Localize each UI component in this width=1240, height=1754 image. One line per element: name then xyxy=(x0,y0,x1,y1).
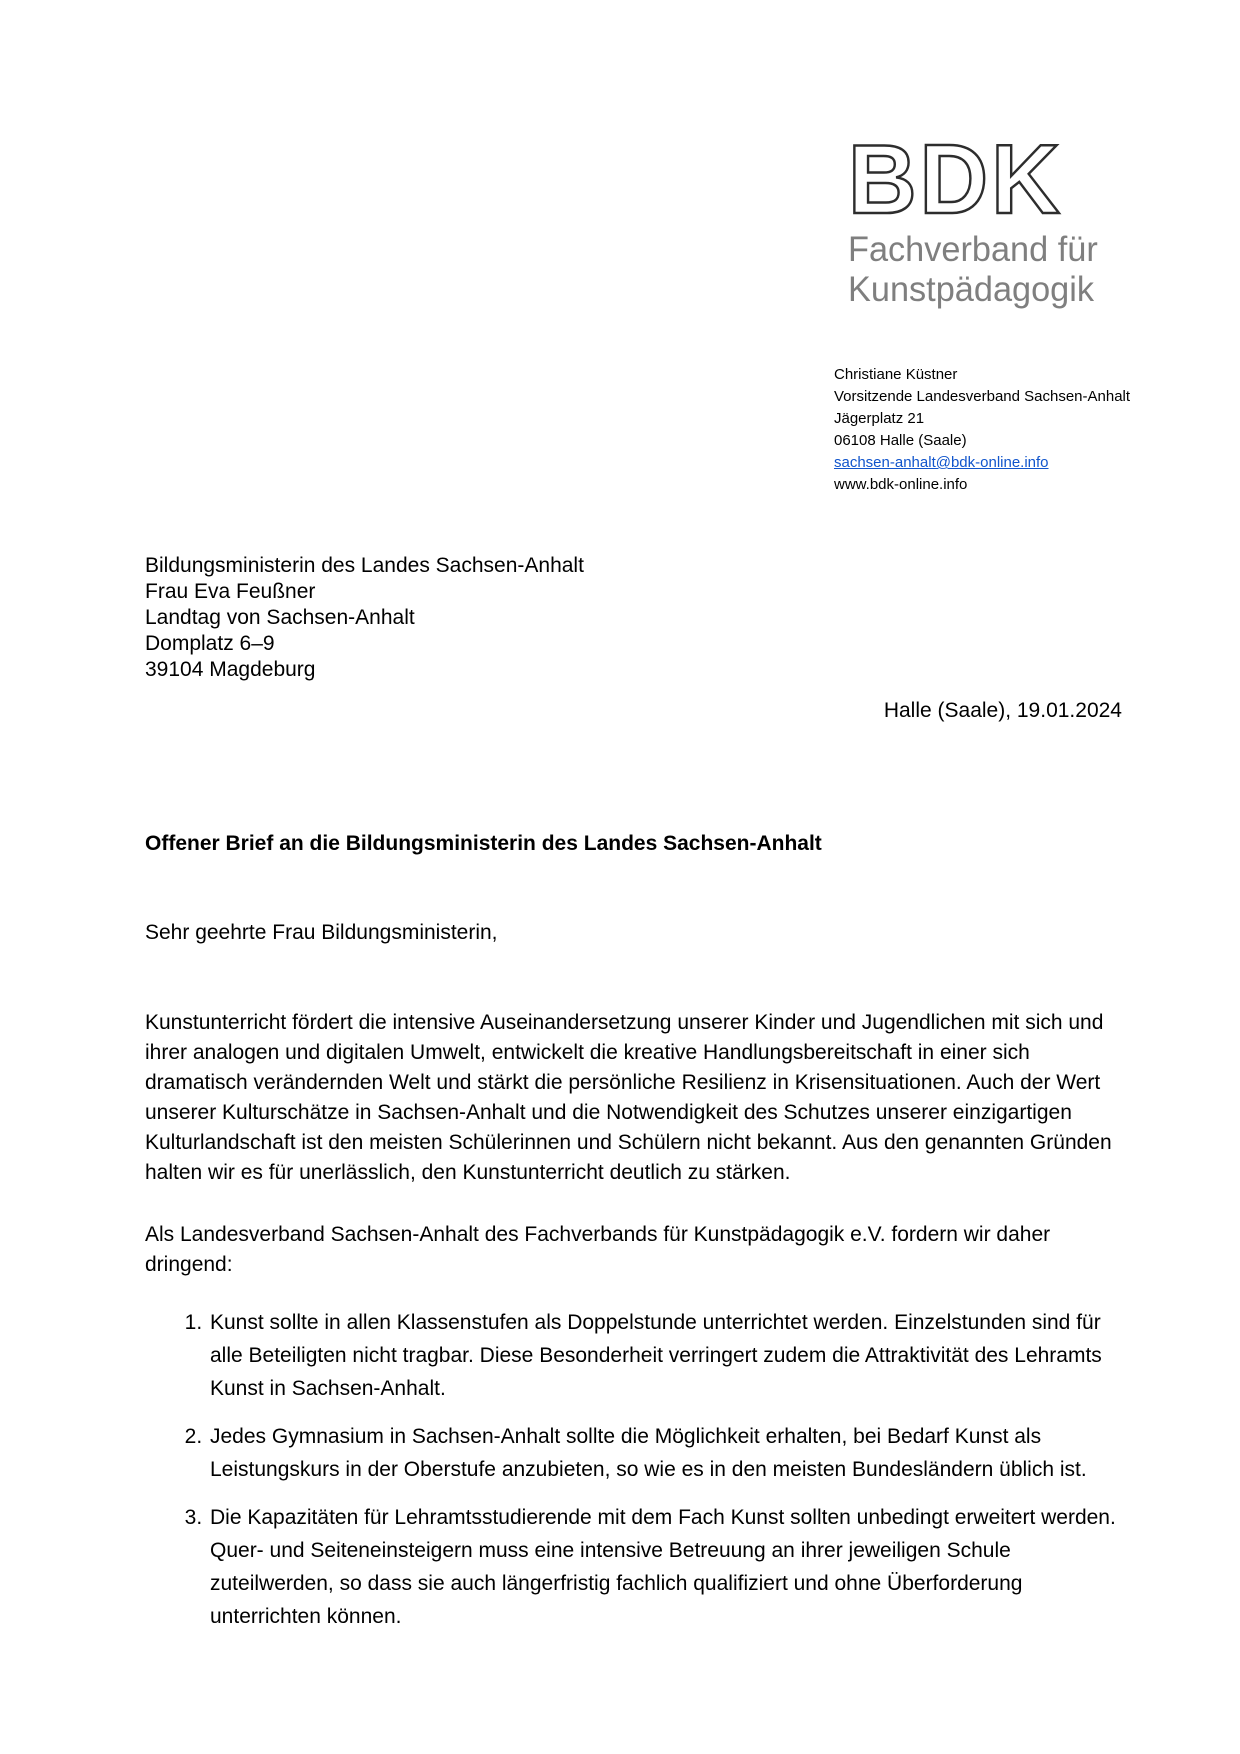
recipient-block xyxy=(145,553,584,683)
recipient-line3: Landtag von Sachsen-Anhalt xyxy=(145,606,415,629)
sender-name: Christiane Küstner xyxy=(834,366,958,383)
demand-item-2: 2. Jedes Gymnasium in Sachsen-Anhalt sollte die Möglichkeit erhalten, bei Bedarf Kunst als Leistungskurs in der Oberstufe anzubieten, so wie es in den meisten Bundesländern üblich ist. xyxy=(208,1420,1122,1486)
recipient-line2: Frau Eva Feußner xyxy=(145,580,316,603)
bdk-logo-subtitle-line2: Kunstpädagogik xyxy=(848,270,1095,309)
letter-body xyxy=(145,832,1122,1648)
recipient-line5: 39104 Magdeburg xyxy=(145,658,316,681)
sender-city: 06108 Halle (Saale) xyxy=(834,432,967,449)
sender-email-link[interactable]: sachsen-anhalt@bdk-online.info xyxy=(834,454,1049,471)
bdk-logo-subtitle-line1: Fachverband für xyxy=(848,230,1098,269)
recipient-line1: Bildungsministerin des Landes Sachsen-Anhalt xyxy=(145,554,584,577)
sender-role: Vorsitzende Landesverband Sachsen-Anhalt xyxy=(834,388,1131,405)
demand-item-1: 1. Kunst sollte in allen Klassenstufen als Doppelstunde unterrichtet werden. Einzelstunden sind für alle Beteiligten nicht tragbar. Diese Besonderheit verringert zudem die Attraktivität des Lehramts Kunst in Sachsen-Anhalt. xyxy=(208,1306,1122,1405)
body-paragraph-2: Als Landesverband Sachsen-Anhalt des Fachverbands für Kunstpädagogik e.V. fordern wir daher dringend: xyxy=(145,1223,1051,1276)
sender-street: Jägerplatz 21 xyxy=(834,410,925,427)
body-paragraph-1: Kunstunterricht fördert die intensive Auseinandersetzung unserer Kinder und Jugendlichen mit sich und ihrer analogen und digitalen Umwelt, entwickelt die kreative Handlungsbereitschaft in einer sich dramatisch verändernden Welt und stärkt die persönliche Resilienz in Krisensituationen. Auch der Wert unserer Kulturschätze in Sachsen-Anhalt und die Notwendigkeit des Schutzes unserer einzigartigen Kulturlandschaft ist den meisten Schülerinnen und Schülern nicht bekannt. Aus den genannten Gründen halten wir es für unerlässlich, den Kunstunterricht deutlich zu stärken. xyxy=(145,1011,1112,1184)
bdk-logo-acronym: BDK xyxy=(848,124,1063,234)
subject-line: Offener Brief an die Bildungsministerin des Landes Sachsen-Anhalt xyxy=(145,832,822,855)
salutation: Sehr geehrte Frau Bildungsministerin, xyxy=(145,921,498,944)
sender-block xyxy=(834,364,1130,496)
bdk-logo xyxy=(848,124,1103,310)
sender-website: www.bdk-online.info xyxy=(834,476,968,493)
demand-item-3: 3. Die Kapazitäten für Lehramtsstudierende mit dem Fach Kunst sollten unbedingt erweitert werden. Quer- und Seiteneinsteigern muss eine intensive Betreuung an ihrer jeweiligen Schule zuteilwerden, so dass sie auch längerfristig fachlich qualifiziert und ohne Überforderung unterrichten können. xyxy=(208,1501,1122,1633)
sender-email-line xyxy=(834,452,1130,474)
bdk-logo-subtitle xyxy=(848,230,1098,310)
date-line: Halle (Saale), 19.01.2024 xyxy=(883,699,1122,722)
demands-list xyxy=(145,1306,1122,1633)
recipient-line4: Domplatz 6–9 xyxy=(145,632,275,655)
